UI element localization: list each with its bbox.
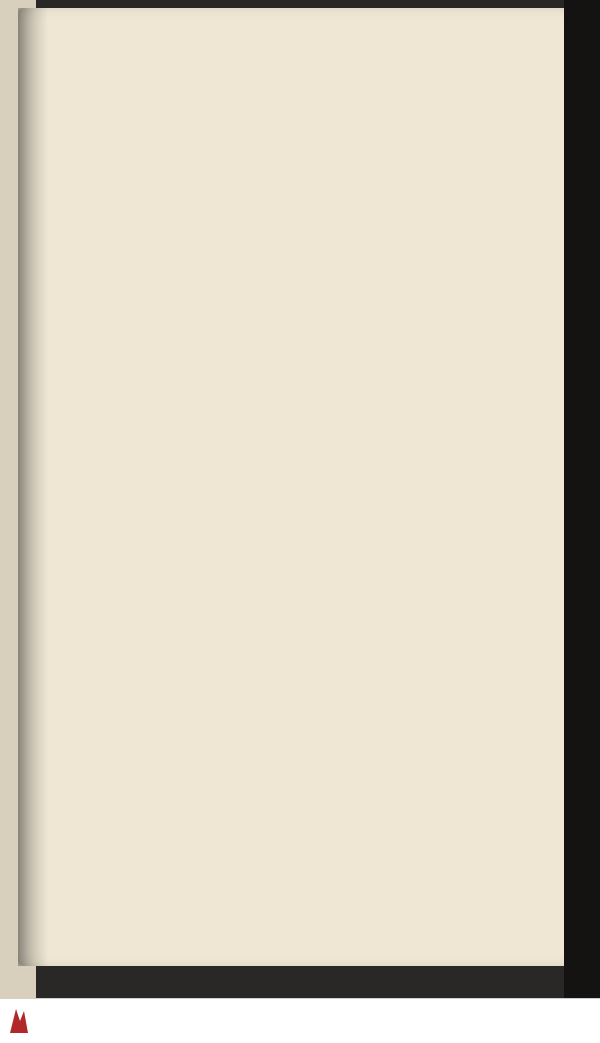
- book-page: [18, 8, 578, 966]
- page-edge-dark: [564, 0, 600, 998]
- university-logo-icon: [8, 1007, 30, 1035]
- gutter-shadow: [18, 8, 48, 966]
- footer-bar: [0, 998, 600, 1043]
